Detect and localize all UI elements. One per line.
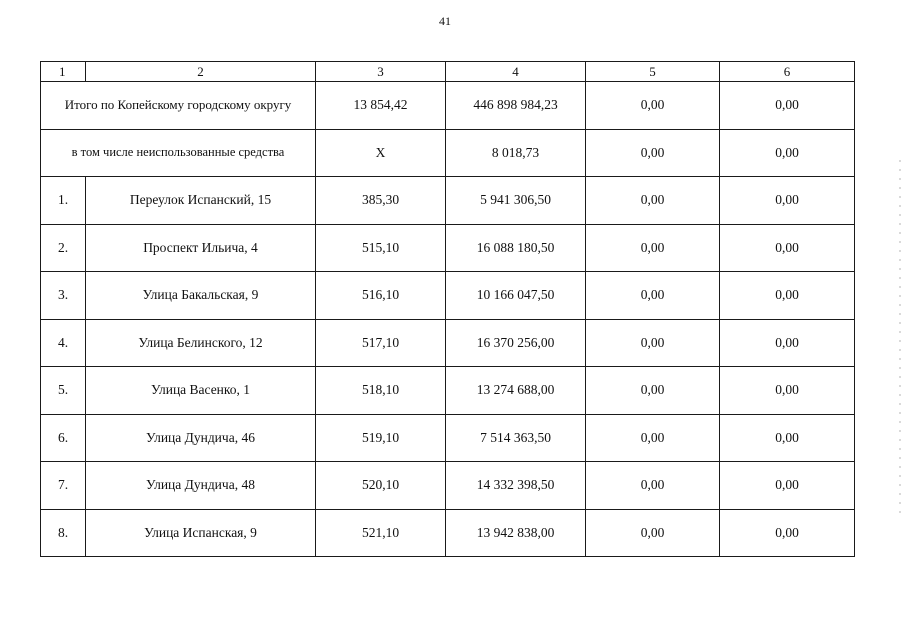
table-cell-col5: 0,00 <box>586 177 720 225</box>
unused-funds-label: в том числе неиспользованные средства <box>41 129 316 177</box>
total-row-label: Итого по Копейскому городскому округу <box>41 82 316 130</box>
table-row <box>41 272 855 320</box>
column-header-1: 1 <box>41 62 86 82</box>
total-row-col6: 0,00 <box>720 82 855 130</box>
table-cell-col3: 385,30 <box>316 177 446 225</box>
table-cell-col5: 0,00 <box>586 462 720 510</box>
table-cell-col4: 13 942 838,00 <box>446 509 586 557</box>
table-cell-address: Переулок Испанский, 15 <box>86 177 316 225</box>
table-cell-col3: 521,10 <box>316 509 446 557</box>
address-rows <box>41 177 855 557</box>
table-cell-col4: 13 274 688,00 <box>446 367 586 415</box>
table-cell-col3: 515,10 <box>316 224 446 272</box>
table-cell-col4: 10 166 047,50 <box>446 272 586 320</box>
table-cell-num: 7. <box>41 462 86 510</box>
table-row <box>41 509 855 557</box>
unused-funds-col4: 8 018,73 <box>446 129 586 177</box>
table-cell-col6: 0,00 <box>720 414 855 462</box>
column-header-6: 6 <box>720 62 855 82</box>
table-cell-col3: 518,10 <box>316 367 446 415</box>
table-cell-col5: 0,00 <box>586 414 720 462</box>
table-cell-num: 3. <box>41 272 86 320</box>
column-header-4: 4 <box>446 62 586 82</box>
column-header-5: 5 <box>586 62 720 82</box>
table-cell-col6: 0,00 <box>720 319 855 367</box>
table-row <box>41 462 855 510</box>
table-cell-col4: 16 088 180,50 <box>446 224 586 272</box>
column-header-3: 3 <box>316 62 446 82</box>
header-row <box>41 62 855 82</box>
table-cell-address: Улица Дундича, 48 <box>86 462 316 510</box>
budget-table <box>40 61 855 557</box>
table-cell-col4: 14 332 398,50 <box>446 462 586 510</box>
table-cell-address: Проспект Ильича, 4 <box>86 224 316 272</box>
table-cell-col5: 0,00 <box>586 367 720 415</box>
table-cell-col6: 0,00 <box>720 272 855 320</box>
table-row <box>41 177 855 225</box>
page-number: 41 <box>439 14 451 28</box>
table-row <box>41 224 855 272</box>
table-cell-col4: 5 941 306,50 <box>446 177 586 225</box>
unused-funds-col6: 0,00 <box>720 129 855 177</box>
table-cell-num: 1. <box>41 177 86 225</box>
table-cell-col6: 0,00 <box>720 509 855 557</box>
table-row <box>41 414 855 462</box>
table-cell-col5: 0,00 <box>586 272 720 320</box>
table-cell-num: 4. <box>41 319 86 367</box>
table-cell-address: Улица Дундича, 46 <box>86 414 316 462</box>
table-cell-col3: 520,10 <box>316 462 446 510</box>
table-cell-col5: 0,00 <box>586 319 720 367</box>
table-cell-address: Улица Белинского, 12 <box>86 319 316 367</box>
total-row-col5: 0,00 <box>586 82 720 130</box>
table-cell-col6: 0,00 <box>720 224 855 272</box>
table-cell-num: 2. <box>41 224 86 272</box>
table-cell-num: 6. <box>41 414 86 462</box>
table-cell-col4: 7 514 363,50 <box>446 414 586 462</box>
table-cell-col4: 16 370 256,00 <box>446 319 586 367</box>
table-cell-col5: 0,00 <box>586 509 720 557</box>
total-row-col3: 13 854,42 <box>316 82 446 130</box>
unused-funds-row <box>41 129 855 177</box>
table-cell-col6: 0,00 <box>720 462 855 510</box>
table-cell-num: 5. <box>41 367 86 415</box>
table-cell-num: 8. <box>41 509 86 557</box>
table-cell-col6: 0,00 <box>720 177 855 225</box>
table-row <box>41 367 855 415</box>
total-row-col4: 446 898 984,23 <box>446 82 586 130</box>
table-cell-address: Улица Васенко, 1 <box>86 367 316 415</box>
table-cell-address: Улица Испанская, 9 <box>86 509 316 557</box>
unused-funds-col5: 0,00 <box>586 129 720 177</box>
table-cell-col3: 516,10 <box>316 272 446 320</box>
column-header-2: 2 <box>86 62 316 82</box>
table-cell-col6: 0,00 <box>720 367 855 415</box>
total-row <box>41 82 855 130</box>
table-cell-col3: 519,10 <box>316 414 446 462</box>
table-row <box>41 319 855 367</box>
table-cell-col3: 517,10 <box>316 319 446 367</box>
table-cell-address: Улица Бакальская, 9 <box>86 272 316 320</box>
table-cell-col5: 0,00 <box>586 224 720 272</box>
unused-funds-col3: Х <box>316 129 446 177</box>
scan-artifact <box>899 160 901 520</box>
